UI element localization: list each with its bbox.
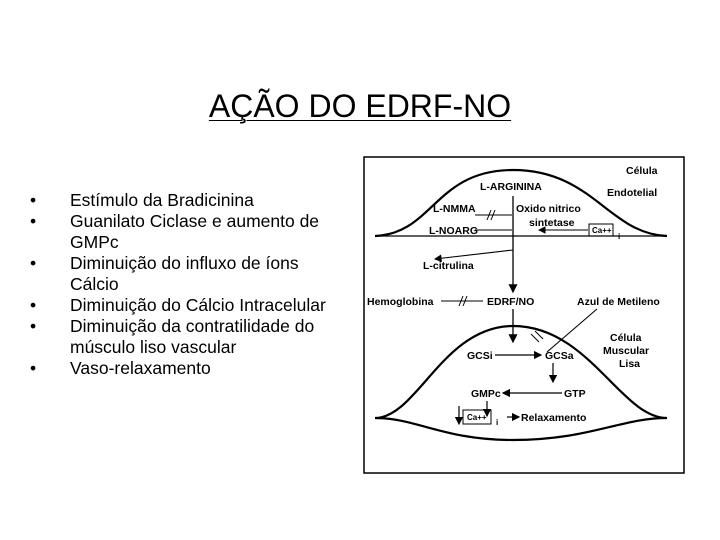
celula-muscular-label: Célula — [610, 332, 642, 344]
inhibit-hash — [531, 334, 539, 342]
oxido-nitrico-label: Oxido nitrico — [516, 203, 581, 215]
celula-endotelial-label: Endotelial — [607, 187, 658, 199]
l-arginina-label: L-ARGININA — [480, 181, 542, 193]
bullet-item — [30, 358, 350, 379]
bullet-dot: • — [30, 190, 37, 210]
celula-endotelial-label: Célula — [626, 165, 658, 177]
l-nmma-label: L-NMMA — [433, 203, 476, 215]
sintetase-label: sintetase — [529, 217, 575, 229]
bullet-text: Diminuição do Cálcio Intracelular — [70, 295, 326, 315]
gtp-label: GTP — [564, 388, 586, 400]
hemoglobina-label: Hemoglobina — [367, 296, 434, 308]
citrulina-branch-arrow — [435, 250, 513, 259]
gmpc-label: GMPc — [471, 388, 501, 400]
bullet-dot: • — [30, 295, 37, 315]
bullet-dot: • — [30, 253, 37, 273]
bullet-text: Diminuição da contratilidade do músculo liso vascular — [70, 316, 315, 357]
bullet-text: Guanilato Ciclase e aumento de GMPc — [70, 211, 320, 252]
bullet-list — [30, 190, 350, 379]
bullet-text: Vaso-relaxamento — [70, 358, 211, 378]
slide-title — [0, 88, 720, 125]
bullet-dot: • — [30, 316, 37, 336]
bullet-item — [30, 295, 350, 316]
relaxamento-label: Relaxamento — [521, 412, 587, 424]
bullet-dot: • — [30, 358, 37, 378]
ca-muscle-mark: i — [496, 418, 499, 427]
ca-endo-label: Ca++ — [592, 226, 612, 235]
ca-muscle-label: Ca++ — [467, 413, 487, 422]
gcsi-label: GCSi — [467, 350, 493, 362]
edrf-no-diagram — [363, 156, 685, 474]
ca-endo-mark: i — [618, 232, 621, 241]
azul-metileno-label: Azul de Metileno — [577, 296, 660, 308]
bullet-text: Diminuição do influxo de íons Cálcio — [70, 253, 299, 294]
bullet-text: Estímulo da Bradicinina — [70, 190, 254, 210]
celula-muscular-label: Muscular — [603, 345, 650, 357]
slide-title-text: AÇÃO DO EDRF-NO — [208, 88, 512, 124]
bullet-item — [30, 211, 350, 253]
bullet-dot: • — [30, 211, 37, 231]
gcsa-label: GCSa — [545, 350, 574, 362]
edrf-no-label: EDRF/NO — [487, 296, 535, 308]
bullet-item — [30, 253, 350, 295]
celula-muscular-label: Lisa — [619, 358, 641, 370]
l-noarg-label: L-NOARG — [429, 225, 478, 237]
inhibit-hash — [535, 331, 543, 339]
bullet-item — [30, 316, 350, 358]
bullet-item — [30, 190, 350, 211]
l-citrulina-label: L-citrulina — [423, 260, 474, 272]
